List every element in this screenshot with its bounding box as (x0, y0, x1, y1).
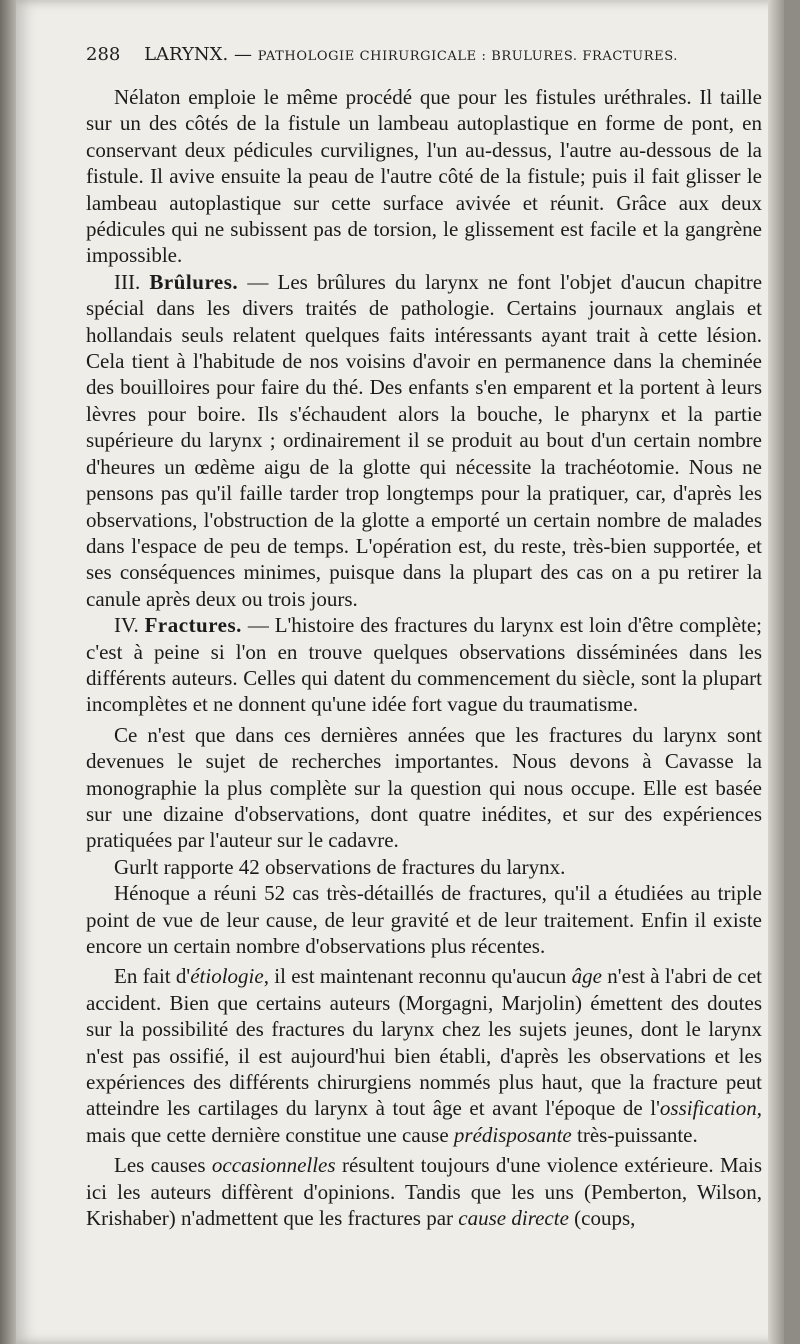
body-text (86, 84, 762, 1231)
text-run: très-puissante. (571, 1122, 698, 1147)
italic-term: âge (571, 964, 602, 989)
italic-term: ossification (659, 1096, 757, 1121)
text-run: En fait d' (114, 964, 191, 989)
paragraph-henoque: Hénoque a réuni 52 cas très-détaillés de fractures, qu'il a étudiées au triple point de vue de leur cause, de leur gravité et de leur traitement. Enfin il existe encore un certain nombre d'observations plus récentes. (86, 881, 762, 958)
paragraph-nelaton: Nélaton emploie le même procédé que pour les fistules uréthrales. Il taille sur un des côtés de la fistule un lambeau autoplastique en forme de pont, en conservant deux pédicules curvilignes, l'un au-dessus, l'autre au-dessous de la fistule. Il avive ensuite la peau de l'autre côté de la fistule; puis il fait glisser le lambeau autoplastique sur cette surface avivée et réunit. Grâce aux deux pédicules qui ne subissent pas de torsion, le glissement est facile et la gangrène impossible. (86, 85, 762, 268)
header-title: LARYNX. (144, 44, 229, 65)
paragraph-text: — L'histoire des fractures du larynx est loin d'être complète; c'est à peine si l'on en trouve quelques observations disséminées dans les différents auteurs. Celles qui datent du commencement du siècle, sont la plupart incomplètes et ne donnent qu'une idée fort vague du traumatisme. (86, 613, 763, 717)
page-edge (768, 0, 784, 1344)
italic-term: étiologie (190, 964, 264, 989)
paragraph-causes (86, 1152, 762, 1231)
section-number: IV. (114, 613, 139, 638)
italic-term: cause directe (458, 1206, 569, 1231)
paragraph-fractures (86, 612, 762, 718)
paragraph-text: — Les brûlures du larynx ne font l'objet d'aucun chapitre spécial dans les divers traités de pathologie. Certains journaux anglais et hollandais seuls relatent quelques faits intéressants ayant trait à cette lésion. Cela tient à l'habitude de nos voisins d'avoir en permanence dans la cheminée des bouilloires pour faire du thé. Des enfants s'en emparent et la portent à leurs lèvres pour boire. Ils s'échaudent alors la bouche, le pharynx et la partie supérieure du larynx ; ordinairement il se produit au bout d'un certain nombre d'heures un œdème aigu de la glotte qui nécessite la trachéotomie. Nous ne pensons pas qu'il faille tarder trop longtemps pour la pratiquer, car, d'après les observations, l'obstruction de la glotte a emporté un certain nombre de malades dans l'espace de peu de temps. L'opération est, du reste, très-bien supportée, et ses conséquences minimes, puisque dans la plupart des cas on a pu retirer la canule après deux ou trois jours. (86, 269, 763, 611)
book-page (16, 0, 784, 1344)
paragraph-etiologie (86, 963, 762, 1148)
text-run: (coups, (568, 1206, 636, 1231)
text-run: résultent toujours d'une violence extérieure. Mais ici les auteurs diffèrent d'opinions. Tandis que les uns (Pemberton, Wilson, Krishaber) n'admettent que les fractures par (86, 1153, 762, 1231)
paragraph-gurlt: Gurlt rapporte 42 observations de fractures du larynx. (114, 854, 566, 879)
page-number: 288 (86, 44, 121, 65)
italic-term: prédisposante (453, 1122, 572, 1147)
section-heading-brulures: Brûlures. (149, 269, 239, 294)
header-dash: — (233, 44, 252, 65)
text-run: , il est maintenant reconnu qu'aucun (263, 964, 572, 989)
section-heading-fractures: Fractures. (144, 613, 242, 638)
text-run: n'est à l'abri de cet accident. Bien que certains auteurs (Morgagni, Marjolin) émettent des doutes sur la possibilité des fractures du larynx chez les sujets jeunes, dont le larynx n'est pas ossifié, il est aujourd'hui bien établi, d'après les observations et les expériences des différents chirurgiens nommés plus haut, que la fracture peut atteindre les cartilages du larynx à tout âge et avant l'époque de l' (86, 964, 763, 1121)
book-gutter (0, 0, 16, 1344)
italic-term: occasionnelles (211, 1153, 336, 1178)
text-run: Les causes (114, 1153, 212, 1178)
text-run: , mais que cette dernière constitue une cause (86, 1096, 762, 1147)
paragraph-recherches: Ce n'est que dans ces dernières années que les fractures du larynx sont devenues le sujet de recherches importantes. Nous devons à Cavasse la monographie la plus complète sur la question qui nous occupe. Elle est basée sur une dizaine d'observations, dont quatre inédites, et sur des expériences pratiquées par l'auteur sur le cadavre. (86, 722, 762, 853)
header-subtitle: PATHOLOGIE CHIRURGICALE : BRULURES. FRACTURES. (257, 49, 678, 64)
running-header (86, 44, 766, 65)
section-number: III. (114, 269, 141, 294)
paragraph-brulures (86, 269, 762, 612)
